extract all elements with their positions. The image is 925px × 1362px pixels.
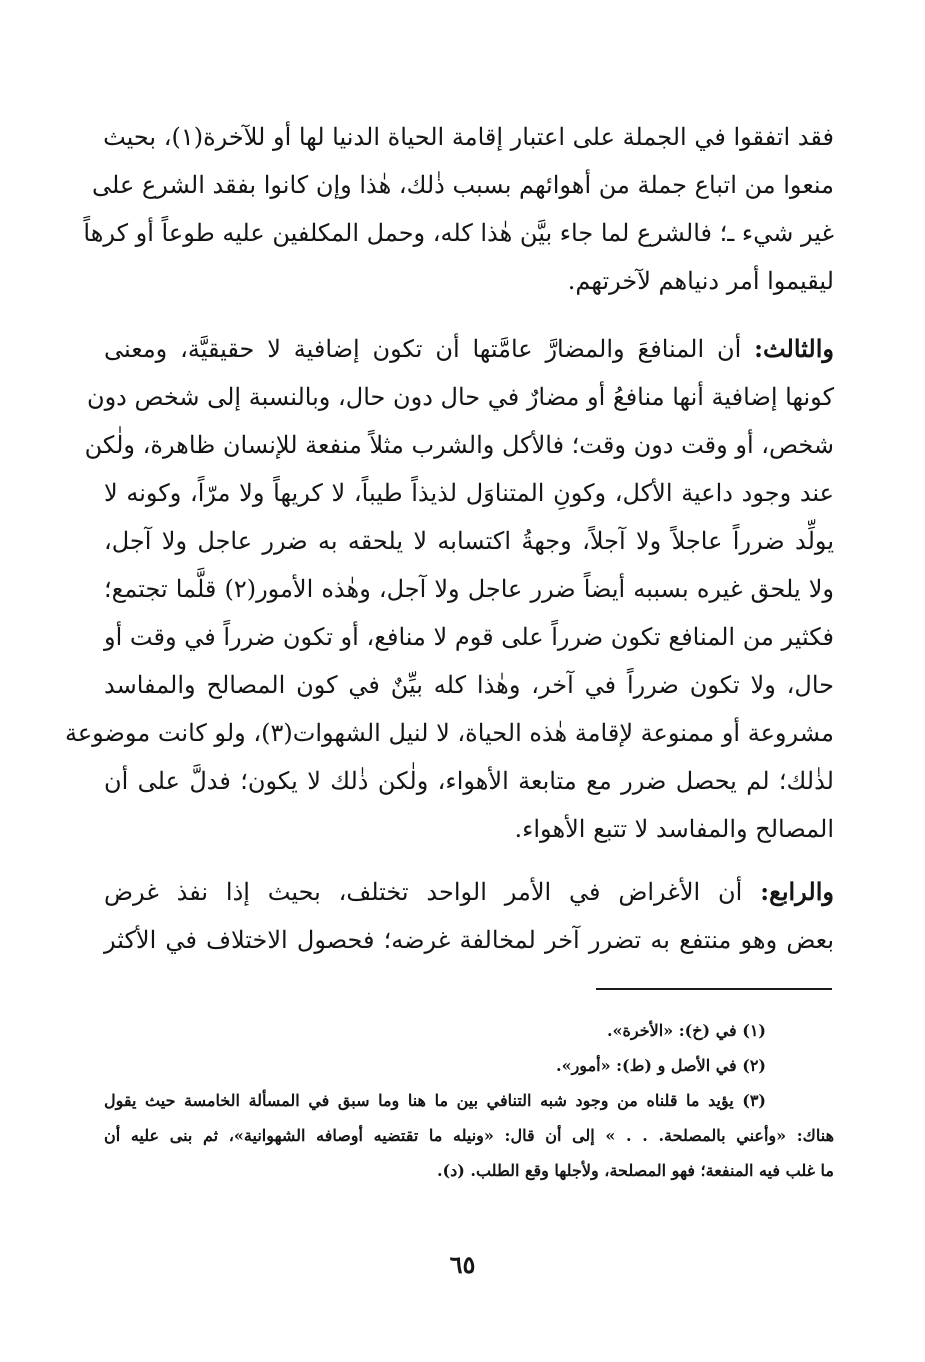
footnote-separator	[596, 988, 832, 990]
text-line: فقد اتفقوا في الجملة على اعتبار إقامة الحياة الدنيا لها أو للآخرة(١)، بحيث	[103, 123, 834, 151]
text-line: منعوا من اتباع جملة من أهوائهم بسبب ذٰلك، هٰذا وإن كانوا بفقد الشرع على	[92, 171, 834, 199]
paragraph-lead: والثالث:	[754, 334, 834, 363]
text-line: عند وجود داعية الأكل، وكونِ المتناوَل لذيذاً طيباً، لا كريهاً ولا مرّاً، وكونه لا	[104, 479, 834, 507]
text-span: أن المنافعَ والمضارَّ عامَّتها أن تكون إضافية لا حقيقيَّة، ومعنى	[104, 335, 755, 363]
footnotes	[104, 1013, 834, 1188]
paragraph-third	[64, 325, 834, 853]
text-line: شخص، أو وقت دون وقت؛ فالأكل والشرب مثلاً منفعة للإنسان ظاهرة، ولٰكن	[84, 431, 834, 459]
text-line: لذٰلك؛ لم يحصل ضرر مع متابعة الأهواء، ولٰكن ذٰلك لا يكون؛ فدلَّ على أن	[104, 767, 834, 795]
page-number: ٦٥	[449, 1250, 476, 1279]
text-line: كونها إضافية أنها منافعُ أو مضارٌ في حال دون حال، وبالنسبة إلى شخص دون	[86, 383, 834, 411]
text-line	[104, 868, 834, 916]
text-line: ولا يلحق غيره بسببه أيضاً ضرر عاجل ولا آجل، وهٰذه الأمور(٢) قلَّما تجتمع؛	[104, 575, 834, 603]
paragraph-intro	[83, 113, 834, 305]
text-line: المصالح والمفاسد لا تتبع الأهواء.	[514, 815, 834, 843]
text-line: يولِّد ضرراً عاجلاً ولا آجلاً، وجهةُ اكتسابه لا يلحقه به ضرر عاجل ولا آجل،	[104, 527, 834, 555]
paragraph-fourth	[104, 868, 834, 964]
footnote-2: (٢) في الأصل و (ط): «أمور».	[556, 1056, 766, 1075]
footnote-3-continued: هناك: «وأعني بالمصلحة. . . » إلى أن قال: «ونيله ما تقتضيه أوصافه الشهوانية»، ثم بنى عليه أن	[104, 1126, 834, 1145]
text-span: أن الأغراض في الأمر الواحد تختلف، بحيث إذا نفذ غرض	[104, 878, 761, 906]
paragraph-lead: والرابع:	[760, 877, 834, 906]
footnote-3: (٣) يؤيد ما قلناه من وجود شبه التنافي بين ما هنا وما سبق في المسألة الخامسة حيث يقول	[104, 1091, 766, 1110]
text-line	[104, 325, 834, 373]
text-line: غير شيء ـ؛ فالشرع لما جاء بيَّن هٰذا كله، وحمل المكلفين عليه طوعاً أو كرهاً	[83, 219, 834, 247]
text-line: حال، ولا تكون ضرراً في آخر، وهٰذا كله بيِّنٌ في كون المصالح والمفاسد	[104, 671, 834, 699]
text-line: مشروعة أو ممنوعة لإقامة هٰذه الحياة، لا لنيل الشهوات(٣)، ولو كانت موضوعة	[64, 719, 834, 747]
text-line: ليقيموا أمر دنياهم لآخرتهم.	[567, 267, 834, 295]
text-line: فكثير من المنافع تكون ضرراً على قوم لا منافع، أو تكون ضرراً في وقت أو	[104, 623, 834, 651]
footnote-3-end: ما غلب فيه المنفعة؛ فهو المصلحة، ولأجلها وقع الطلب. (د).	[436, 1161, 834, 1180]
footnote-1: (١) في (خ): «الأخرة».	[606, 1021, 766, 1040]
text-line: بعض وهو منتفع به تضرر آخر لمخالفة غرضه؛ فحصول الاختلاف في الأكثر	[104, 926, 835, 954]
